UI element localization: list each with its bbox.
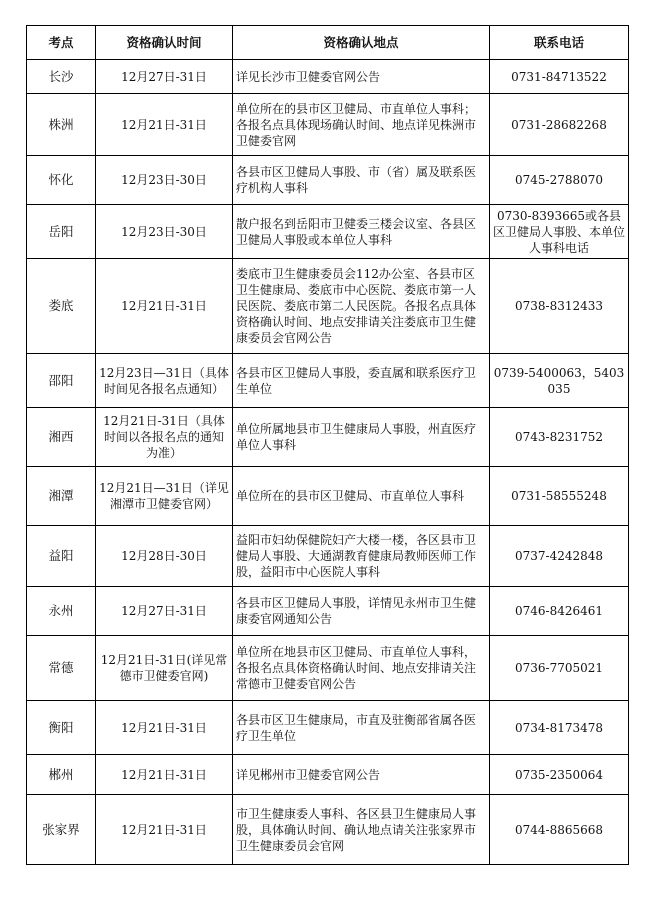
place-cell: 各县市区卫生健康局，市直及驻衡部省属各医疗卫生单位 [233,701,490,755]
city-cell: 永州 [27,587,96,636]
city-cell: 怀化 [27,156,96,205]
place-cell: 市卫生健康委人事科、各区县卫生健康局人事股，具体确认时间、确认地点请关注张家界市卫生健康委员会官网 [233,795,490,865]
phone-cell: 0745-2788070 [490,156,629,205]
table-header-row [27,26,629,60]
table-row [27,755,629,795]
city-cell: 郴州 [27,755,96,795]
city-cell: 岳阳 [27,205,96,259]
header-phone: 联系电话 [490,26,629,60]
table-row [27,354,629,408]
place-cell: 娄底市卫生健康委员会112办公室、各县市区卫生健康局、娄底市中心医院、娄底市第一人民医院、娄底市第二人民医院。各报名点具体资格确认时间、地点安排请关注娄底市卫生健康委员会官网公告 [233,259,490,354]
phone-cell: 0746-8426461 [490,587,629,636]
place-cell: 详见郴州市卫健委官网公告 [233,755,490,795]
phone-cell: 0739-5400063，5403035 [490,354,629,408]
table-row [27,795,629,865]
table-row [27,94,629,156]
time-cell: 12月21日-31日 [96,701,233,755]
phone-cell: 0743-8231752 [490,408,629,467]
phone-cell: 0734-8173478 [490,701,629,755]
phone-cell: 0738-8312433 [490,259,629,354]
time-cell: 12月21日-31日 [96,94,233,156]
phone-cell: 0737-4242848 [490,526,629,587]
place-cell: 单位所在的县市区卫健局、市直单位人事科；各报名点具体现场确认时间、地点详见株洲市卫健委官网 [233,94,490,156]
table-row [27,701,629,755]
exam-site-table [26,25,629,865]
table-row [27,259,629,354]
time-cell: 12月21日-31日 [96,755,233,795]
table-row [27,408,629,467]
place-cell: 单位所在的县市区卫健局、市直单位人事科 [233,467,490,526]
phone-cell: 0731-84713522 [490,60,629,94]
time-cell: 12月27日-31日 [96,587,233,636]
table-row [27,205,629,259]
city-cell: 邵阳 [27,354,96,408]
table-row [27,156,629,205]
city-cell: 张家界 [27,795,96,865]
time-cell: 12月21日-31日(详见常德市卫健委官网) [96,636,233,701]
place-cell: 详见长沙市卫健委官网公告 [233,60,490,94]
city-cell: 娄底 [27,259,96,354]
city-cell: 益阳 [27,526,96,587]
table-row [27,60,629,94]
city-cell: 湘西 [27,408,96,467]
time-cell: 12月21日-31日（具体时间以各报名点的通知为准） [96,408,233,467]
time-cell: 12月21日-31日 [96,259,233,354]
city-cell: 衡阳 [27,701,96,755]
time-cell: 12月27日-31日 [96,60,233,94]
place-cell: 各县市区卫健局人事股、市（省）属及联系医疗机构人事科 [233,156,490,205]
phone-cell: 0730-8393665或各县区卫健局人事股、本单位人事科电话 [490,205,629,259]
table-row [27,587,629,636]
time-cell: 12月28日-30日 [96,526,233,587]
city-cell: 湘潭 [27,467,96,526]
phone-cell: 0736-7705021 [490,636,629,701]
time-cell: 12月23日-30日 [96,156,233,205]
place-cell: 单位所属地县市卫生健康局人事股，州直医疗单位人事科 [233,408,490,467]
table-row [27,467,629,526]
place-cell: 各县市区卫健局人事股，详情见永州市卫生健康委官网通知公告 [233,587,490,636]
phone-cell: 0731-58555248 [490,467,629,526]
place-cell: 单位所在地县市区卫健局、市直单位人事科，各报名点具体资格确认时间、地点安排请关注常德市卫健委官网公告 [233,636,490,701]
table-row [27,526,629,587]
header-confirm-place: 资格确认地点 [233,26,490,60]
time-cell: 12月21日-31日 [96,795,233,865]
time-cell: 12月21日—31日（详见湘潭市卫健委官网） [96,467,233,526]
header-exam-site: 考点 [27,26,96,60]
time-cell: 12月23日-30日 [96,205,233,259]
phone-cell: 0731-28682268 [490,94,629,156]
city-cell: 长沙 [27,60,96,94]
place-cell: 各县市区卫健局人事股，委直属和联系医疗卫生单位 [233,354,490,408]
place-cell: 散户报名到岳阳市卫健委三楼会议室、各县区卫健局人事股或本单位人事科 [233,205,490,259]
city-cell: 株洲 [27,94,96,156]
header-confirm-time: 资格确认时间 [96,26,233,60]
time-cell: 12月23日—31日（具体时间见各报名点通知） [96,354,233,408]
city-cell: 常德 [27,636,96,701]
phone-cell: 0735-2350064 [490,755,629,795]
place-cell: 益阳市妇幼保健院妇产大楼一楼，各区县市卫健局人事股、大通湖教育健康局教师医师工作股，益阳市中心医院人事科 [233,526,490,587]
phone-cell: 0744-8865668 [490,795,629,865]
table-row [27,636,629,701]
